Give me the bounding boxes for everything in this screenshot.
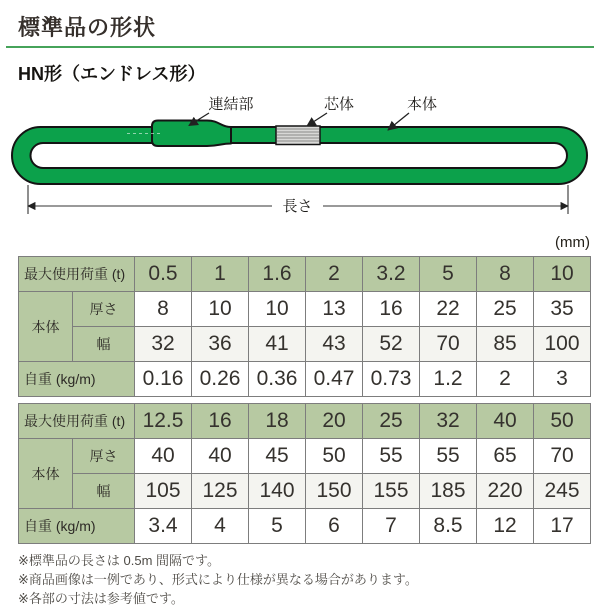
- width-header: 幅: [73, 474, 135, 509]
- core-section: [276, 126, 320, 145]
- footnote-line: ※標準品の長さは 0.5m 間隔です。: [18, 553, 220, 568]
- table-cell: 17: [534, 509, 591, 544]
- max-load-header: 最大使用荷重 (t): [19, 404, 135, 439]
- body-label: 本体: [406, 96, 438, 113]
- table-cell: 35: [534, 292, 591, 327]
- table-cell: 0.73: [363, 362, 420, 397]
- thickness-header: 厚さ: [73, 292, 135, 327]
- table-cell: 12.5: [135, 404, 192, 439]
- table-cell: 5: [249, 509, 306, 544]
- table-cell: 155: [363, 474, 420, 509]
- table-cell: 3.4: [135, 509, 192, 544]
- table-cell: 22: [420, 292, 477, 327]
- body-header: 本体: [19, 292, 73, 362]
- width-header: 幅: [73, 327, 135, 362]
- page-title: 標準品の形状: [18, 15, 157, 40]
- table-cell: 16: [363, 292, 420, 327]
- length-label: 長さ: [282, 198, 313, 215]
- table-cell: 1.2: [420, 362, 477, 397]
- table-cell: 0.47: [306, 362, 363, 397]
- core-arrow: [307, 113, 327, 126]
- table-cell: 2: [477, 362, 534, 397]
- table-cell: 8: [135, 292, 192, 327]
- spec-table-large-sizes: [18, 403, 591, 544]
- table-cell: 1.6: [249, 257, 306, 292]
- table-cell: 55: [420, 439, 477, 474]
- thickness-row: [19, 439, 591, 474]
- table-cell: 43: [306, 327, 363, 362]
- table-cell: 50: [534, 404, 591, 439]
- table-cell: 125: [192, 474, 249, 509]
- table-cell: 40: [192, 439, 249, 474]
- thickness-row: [19, 292, 591, 327]
- max-load-row: [19, 404, 591, 439]
- table-cell: 10: [534, 257, 591, 292]
- table-cell: 52: [363, 327, 420, 362]
- table-cell: 70: [534, 439, 591, 474]
- weight-header: 自重 (kg/m): [19, 362, 135, 397]
- table-cell: 85: [477, 327, 534, 362]
- table-cell: 2: [306, 257, 363, 292]
- table-cell: 36: [192, 327, 249, 362]
- table-cell: 5: [420, 257, 477, 292]
- table-cell: 25: [477, 292, 534, 327]
- table-cell: 0.16: [135, 362, 192, 397]
- table-cell: 25: [363, 404, 420, 439]
- width-row: [19, 327, 591, 362]
- connector-label: 連結部: [208, 96, 254, 113]
- table-cell: 70: [420, 327, 477, 362]
- max-load-row: [19, 257, 591, 292]
- table-cell: 55: [363, 439, 420, 474]
- weight-header: 自重 (kg/m): [19, 509, 135, 544]
- table-cell: 0.26: [192, 362, 249, 397]
- table-cell: 45: [249, 439, 306, 474]
- table-cell: 32: [420, 404, 477, 439]
- thickness-header: 厚さ: [73, 439, 135, 474]
- table-cell: 13: [306, 292, 363, 327]
- table-cell: 1: [192, 257, 249, 292]
- width-row: [19, 474, 591, 509]
- table-cell: 8: [477, 257, 534, 292]
- table-cell: 12: [477, 509, 534, 544]
- table-cell: 40: [135, 439, 192, 474]
- spec-table-small-sizes: [18, 256, 591, 397]
- table-cell: 40: [477, 404, 534, 439]
- table-cell: 20: [306, 404, 363, 439]
- table-cell: 3: [534, 362, 591, 397]
- table-cell: 6: [306, 509, 363, 544]
- max-load-header: 最大使用荷重 (t): [19, 257, 135, 292]
- table-cell: 32: [135, 327, 192, 362]
- sling-diagram: [0, 93, 600, 233]
- table-cell: 220: [477, 474, 534, 509]
- table-cell: 140: [249, 474, 306, 509]
- table-cell: 7: [363, 509, 420, 544]
- weight-row: [19, 362, 591, 397]
- footnotes: [18, 551, 418, 608]
- weight-row: [19, 509, 591, 544]
- footnote-line: ※各部の寸法は参考値です。: [18, 591, 184, 606]
- table-cell: 50: [306, 439, 363, 474]
- footnote-line: ※商品画像は一例であり、形式により仕様が異なる場合があります。: [18, 572, 418, 587]
- table-cell: 8.5: [420, 509, 477, 544]
- table-cell: 10: [249, 292, 306, 327]
- unit-label: (mm): [555, 234, 590, 251]
- body-header: 本体: [19, 439, 73, 509]
- table-cell: 16: [192, 404, 249, 439]
- table-cell: 185: [420, 474, 477, 509]
- table-cell: 100: [534, 327, 591, 362]
- table-cell: 0.36: [249, 362, 306, 397]
- table-cell: 245: [534, 474, 591, 509]
- core-label: 芯体: [323, 96, 355, 113]
- table-cell: 150: [306, 474, 363, 509]
- table-cell: 41: [249, 327, 306, 362]
- table-cell: 105: [135, 474, 192, 509]
- table-cell: 0.5: [135, 257, 192, 292]
- table-cell: 10: [192, 292, 249, 327]
- table-cell: 3.2: [363, 257, 420, 292]
- table-cell: 4: [192, 509, 249, 544]
- section-subtitle: HN形（エンドレス形）: [18, 64, 206, 84]
- title-underline: [6, 46, 594, 48]
- table-cell: 18: [249, 404, 306, 439]
- table-cell: 65: [477, 439, 534, 474]
